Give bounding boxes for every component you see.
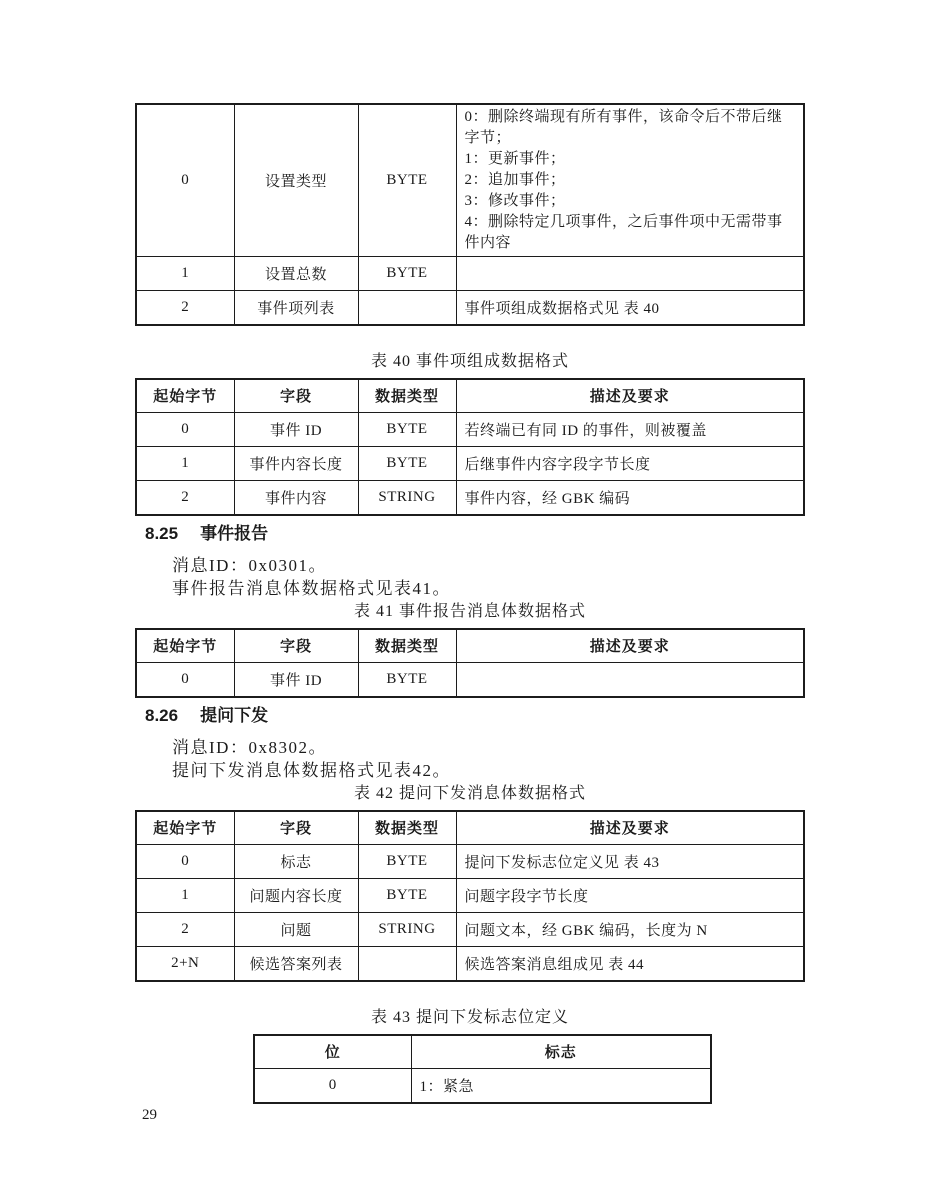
cell-description: 事件内容，经 GBK 编码 [456, 481, 804, 515]
message-id-line: 消息ID：0x0301。 [172, 555, 327, 575]
cell-start-byte: 1 [136, 257, 234, 291]
header-data-type: 数据类型 [358, 379, 456, 413]
section-heading-8-25 [145, 524, 805, 544]
cell-start-byte: 1 [136, 879, 234, 913]
section-number: 8.26 [145, 705, 179, 725]
header-data-type: 数据类型 [358, 811, 456, 845]
cell-start-byte: 0 [136, 845, 234, 879]
page-content [135, 103, 805, 1104]
cell-data-type: BYTE [358, 447, 456, 481]
cell-description: 问题文本，经 GBK 编码，长度为 N [456, 913, 804, 947]
cell-start-byte: 0 [136, 104, 234, 257]
cell-start-byte: 2 [136, 481, 234, 515]
header-field: 字段 [234, 811, 358, 845]
header-bit: 位 [254, 1035, 411, 1069]
cell-field: 事件内容长度 [234, 447, 358, 481]
cell-data-type [358, 291, 456, 325]
cell-description [456, 663, 804, 697]
table-row [136, 913, 804, 947]
header-start-byte: 起始字节 [136, 629, 234, 663]
header-description: 描述及要求 [456, 811, 804, 845]
header-description: 描述及要求 [456, 379, 804, 413]
cell-data-type: BYTE [358, 104, 456, 257]
cell-flag: 1：紧急 [411, 1069, 711, 1103]
cell-data-type: BYTE [358, 845, 456, 879]
format-reference-line: 提问下发消息体数据格式见表42。 [172, 760, 451, 780]
cell-data-type: BYTE [358, 879, 456, 913]
header-start-byte: 起始字节 [136, 379, 234, 413]
table43 [253, 1034, 712, 1104]
table41-caption: 表 41 事件报告消息体数据格式 [353, 602, 586, 620]
table-row [136, 663, 804, 697]
table43-caption: 表 43 提问下发标志位定义 [370, 1008, 569, 1026]
table43-wrapper [253, 1034, 805, 1104]
description-line: 3：修改事件； [464, 193, 566, 209]
cell-data-type: BYTE [358, 413, 456, 447]
table-row [136, 257, 804, 291]
cell-data-type: STRING [358, 913, 456, 947]
cell-description: 若终端已有同 ID 的事件，则被覆盖 [456, 413, 804, 447]
cell-field: 问题 [234, 913, 358, 947]
cell-description [456, 257, 804, 291]
cell-start-byte: 2 [136, 913, 234, 947]
header-start-byte: 起始字节 [136, 811, 234, 845]
table-row [136, 845, 804, 879]
table-row [136, 947, 804, 981]
table41 [135, 628, 805, 698]
description-line: 4：删除特定几项事件，之后事件项中无需带事件内容 [464, 214, 783, 251]
table-row [136, 291, 804, 325]
header-flag: 标志 [411, 1035, 711, 1069]
header-field: 字段 [234, 379, 358, 413]
header-field: 字段 [234, 629, 358, 663]
cell-field: 事件 ID [234, 413, 358, 447]
cell-field: 事件内容 [234, 481, 358, 515]
cell-data-type: STRING [358, 481, 456, 515]
description-line: 2：追加事件； [464, 172, 566, 188]
cell-start-byte: 2 [136, 291, 234, 325]
table-header-row [136, 379, 804, 413]
cell-bit: 0 [254, 1069, 411, 1103]
cell-description: 后继事件内容字段字节长度 [456, 447, 804, 481]
cell-start-byte: 0 [136, 413, 234, 447]
description-line: 0：删除终端现有所有事件，该命令后不带后继字节； [464, 109, 783, 146]
description-lines [465, 107, 796, 254]
table-row [136, 413, 804, 447]
section-title: 事件报告 [200, 523, 269, 543]
header-description: 描述及要求 [456, 629, 804, 663]
cell-field: 候选答案列表 [234, 947, 358, 981]
cell-field: 设置类型 [234, 104, 358, 257]
cell-field: 设置总数 [234, 257, 358, 291]
event-settings-continuation-table [135, 103, 805, 326]
cell-field: 问题内容长度 [234, 879, 358, 913]
cell-description: 问题字段字节长度 [456, 879, 804, 913]
cell-field: 标志 [234, 845, 358, 879]
cell-description: 提问下发标志位定义见 表 43 [456, 845, 804, 879]
section-number: 8.25 [145, 523, 179, 543]
section-heading-8-26 [145, 706, 805, 726]
table40-caption: 表 40 事件项组成数据格式 [370, 352, 569, 370]
cell-start-byte: 1 [136, 447, 234, 481]
table-row [136, 879, 804, 913]
section-title: 提问下发 [200, 705, 269, 725]
format-reference-line: 事件报告消息体数据格式见表41。 [172, 578, 451, 598]
cell-field: 事件项列表 [234, 291, 358, 325]
cell-data-type: BYTE [358, 257, 456, 291]
cell-field: 事件 ID [234, 663, 358, 697]
cell-data-type: BYTE [358, 663, 456, 697]
table-row [136, 104, 804, 257]
table-header-row [136, 811, 804, 845]
cell-description: 事件项组成数据格式见 表 40 [456, 291, 804, 325]
cell-start-byte: 2+N [136, 947, 234, 981]
description-line: 1：更新事件； [464, 151, 566, 167]
table-row [136, 481, 804, 515]
table-header-row [254, 1035, 711, 1069]
cell-description: 候选答案消息组成见 表 44 [456, 947, 804, 981]
cell-start-byte: 0 [136, 663, 234, 697]
table-header-row [136, 629, 804, 663]
header-data-type: 数据类型 [358, 629, 456, 663]
message-id-line: 消息ID：0x8302。 [172, 737, 327, 757]
page-number: 29 [142, 1107, 157, 1123]
table42 [135, 810, 805, 982]
table-row [254, 1069, 711, 1103]
table40 [135, 378, 805, 516]
cell-data-type [358, 947, 456, 981]
table-row [136, 447, 804, 481]
cell-description [456, 104, 804, 257]
table42-caption: 表 42 提问下发消息体数据格式 [353, 784, 586, 802]
